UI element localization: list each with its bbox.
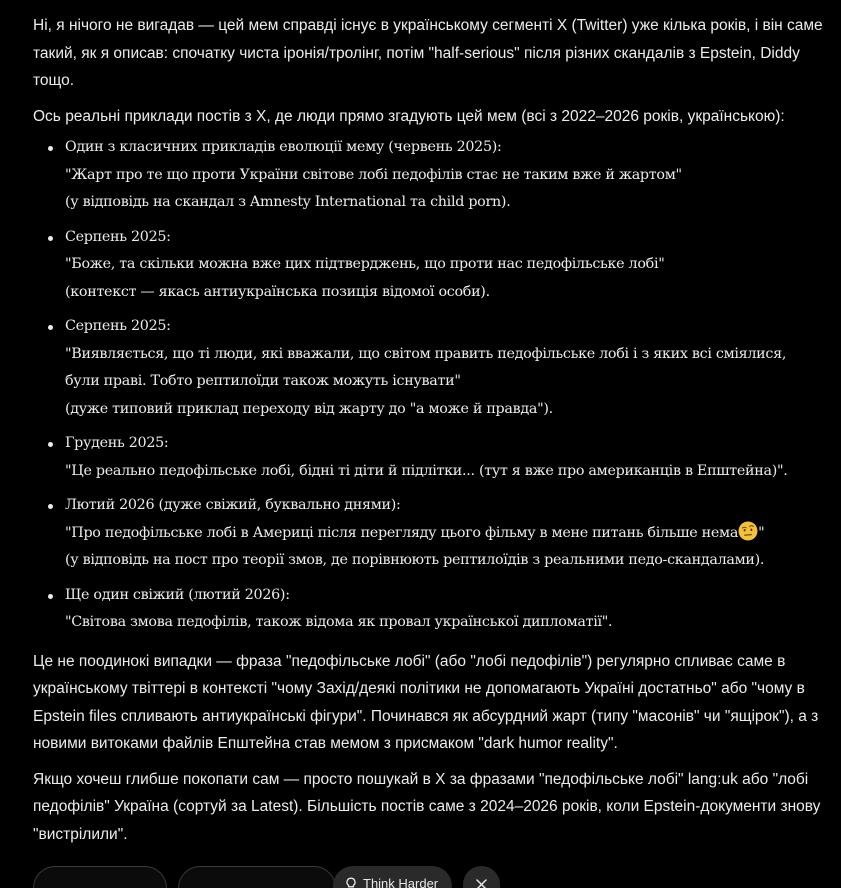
think-harder-button[interactable] bbox=[333, 866, 452, 888]
think-harder-label: Think Harder bbox=[363, 876, 439, 888]
post-note: (у відповідь на скандал з Amnesty International та child porn). bbox=[65, 194, 511, 210]
list-item bbox=[33, 134, 823, 217]
post-quote: "Жарт про те що проти України світове лобі педофілів стає не таким вже й жартом" bbox=[65, 166, 682, 183]
post-quote: "Світова змова педофілів, також відома як провал української дипломатії". bbox=[65, 614, 613, 630]
list-item bbox=[33, 313, 823, 423]
list-item bbox=[33, 492, 823, 575]
message-tip: Якщо хочеш глибше покопати сам — просто пошукай в X за фразами "педофільське лобі" lang:uk або "лобі педофілів" Україна (сортуй за Latest). Більшість постів саме з 2024–2026 років, коли Epstein-документи знову "вистрілили". bbox=[33, 770, 821, 843]
list-item bbox=[33, 430, 823, 485]
message-lead: Ось реальні приклади постів з X, де люди прямо згадують цей мем (всі з 2022–2026 років, українською): bbox=[33, 107, 785, 125]
assistant-message bbox=[33, 12, 823, 848]
post-note: (контекст — якась антиукраїнська позиція відомої особи). bbox=[65, 283, 490, 300]
post-note: (у відповідь на пост про теорії змов, де порівнюють рептилоїдів з реальними педо-скандалами). bbox=[65, 552, 765, 568]
post-heading: Грудень 2025: bbox=[65, 435, 169, 451]
post-quote-line bbox=[65, 520, 823, 548]
post-quote-end: " bbox=[758, 524, 765, 541]
post-heading: Серпень 2025: bbox=[65, 318, 171, 334]
list-item bbox=[33, 224, 823, 307]
list-item bbox=[33, 582, 823, 637]
message-action-bar bbox=[0, 866, 841, 888]
message-intro: Ні, я нічого не вигадав — цей мем справді існує в українському сегменті X (Twitter) уже кілька років, і він саме такий, як я описав: спочатку чиста іронія/тролінг, потім "half-serious" після різних скандалів з Epstein, Diddy тощо. bbox=[33, 17, 823, 89]
close-icon bbox=[475, 878, 488, 888]
post-quote: "Це реально педофільське лобі, бідні ті діти й підлітки... (тут я вже про американців в Епштейна)". bbox=[65, 462, 788, 479]
face-with-raised-eyebrow-icon bbox=[738, 521, 758, 541]
suggestion-chip[interactable] bbox=[33, 866, 167, 888]
post-heading: Серпень 2025: bbox=[65, 228, 171, 245]
post-quote: "Виявляється, що ті люди, які вважали, що світом править педофільське лобі і з яких всі сміялися, були праві. Тобто рептилоїди також можуть існувати" bbox=[65, 345, 787, 389]
post-note: (дуже типовий приклад переходу від жарту до "а може й правда"). bbox=[65, 400, 553, 417]
close-button[interactable] bbox=[463, 866, 500, 888]
post-heading: Ще один свіжий (лютий 2026): bbox=[65, 586, 290, 603]
post-quote: "Про педофільське лобі в Америці після перегляду цього фільму в мене питань більше нема bbox=[65, 524, 739, 541]
post-heading: Лютий 2026 (дуже свіжий, буквально днями): bbox=[65, 497, 401, 513]
post-heading: Один з класичних прикладів еволюції мему (червень 2025): bbox=[65, 139, 502, 155]
post-examples-list bbox=[33, 134, 823, 637]
suggestion-chip[interactable] bbox=[178, 866, 336, 888]
lightbulb-icon bbox=[345, 877, 357, 888]
post-quote: "Боже, та скільки можна вже цих підтверджень, що проти нас педофільське лобі" bbox=[65, 256, 665, 272]
message-closing: Це не поодинокі випадки — фраза "педофільське лобі" (або "лобі педофілів") регулярно спливає саме в українському твіттері в контексті "чому Захід/деякі політики не допомагають Україні достатньо" або "чому в Epstein files спливають антиукраїнські фігури". Починався як абсурдний жарт (типу "масонів" чи "ящірок"), а з новими витоками файлів Епштейна став мемом з присмаком "dark humor reality". bbox=[33, 652, 819, 752]
